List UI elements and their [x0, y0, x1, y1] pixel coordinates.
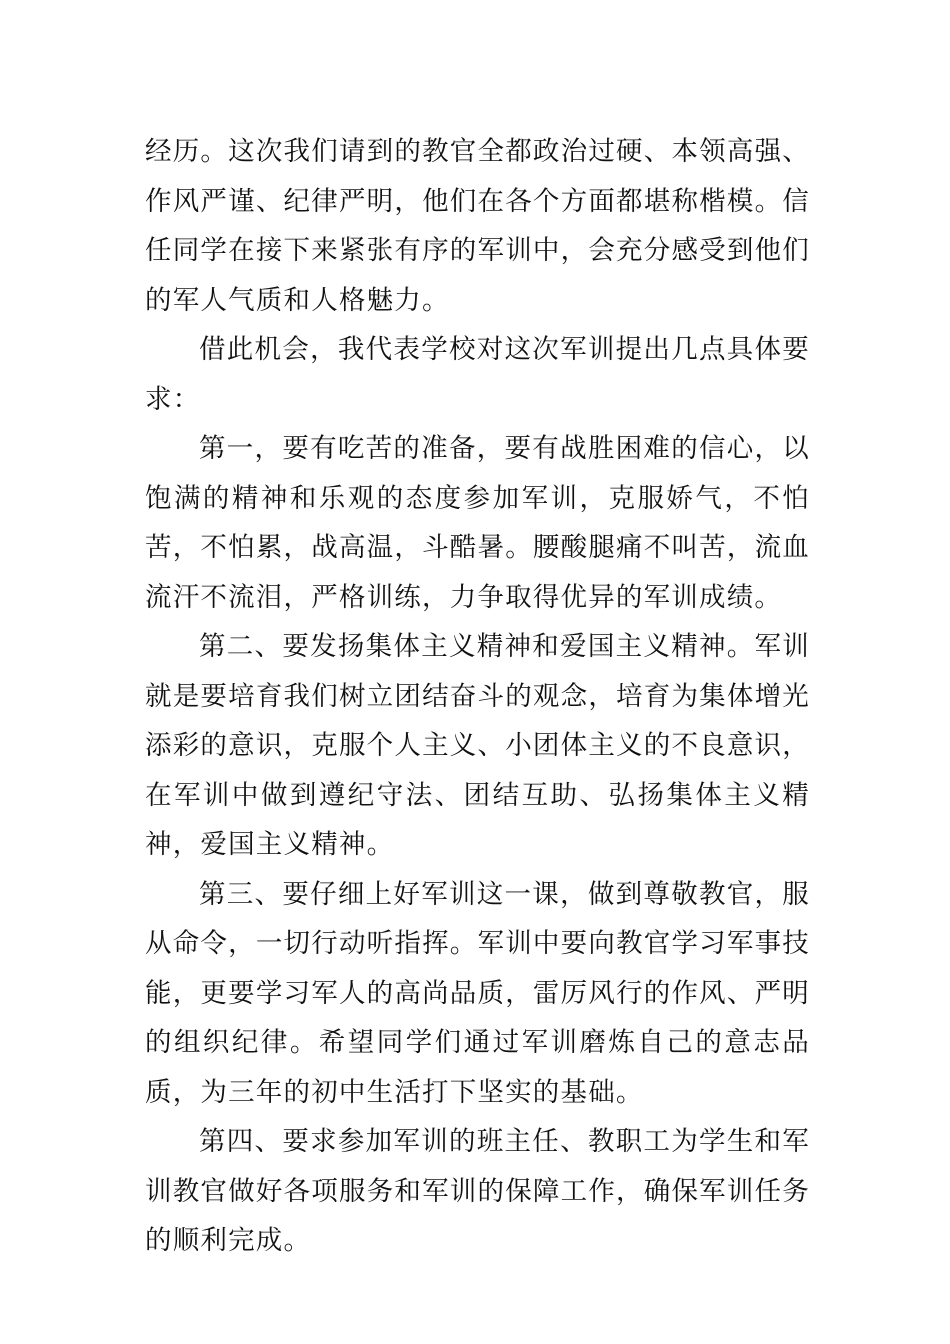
paragraph-intro-requirements: 借此机会，我代表学校对这次军训提出几点具体要求：: [145, 334, 810, 415]
body-text: [145, 127, 810, 1266]
paragraph-requirement-1: 第一，要有吃苦的准备，要有战胜困难的信心，以饱满的精神和乐观的态度参加军训，克服娇气，不怕苦，不怕累，战高温，斗酷暑。腰酸腿痛不叫苦，流血流汗不流泪，严格训练，力争取得优异的军训成绩。: [145, 433, 810, 613]
paragraph-continuation: 经历。这次我们请到的教官全都政治过硬、本领高强、作风严谨、纪律严明，他们在各个方面都堪称楷模。信任同学在接下来紧张有序的军训中，会充分感受到他们的军人气质和人格魅力。: [145, 136, 810, 316]
paragraph-requirement-2: 第二、要发扬集体主义精神和爱国主义精神。军训就是要培育我们树立团结奋斗的观念，培育为集体增光添彩的意识，克服个人主义、小团体主义的不良意识，在军训中做到遵纪守法、团结互助、弘扬集体主义精神，爱国主义精神。: [145, 631, 810, 860]
paragraph-requirement-4: 第四、要求参加军训的班主任、教职工为学生和军训教官做好各项服务和军训的保障工作，确保军训任务的顺利完成。: [145, 1126, 810, 1256]
paragraph-requirement-3: 第三、要仔细上好军训这一课，做到尊敬教官，服从命令，一切行动听指挥。军训中要向教官学习军事技能，更要学习军人的高尚品质，雷厉风行的作风、严明的组织纪律。希望同学们通过军训磨炼自己的意志品质，为三年的初中生活打下坚实的基础。: [145, 878, 810, 1108]
